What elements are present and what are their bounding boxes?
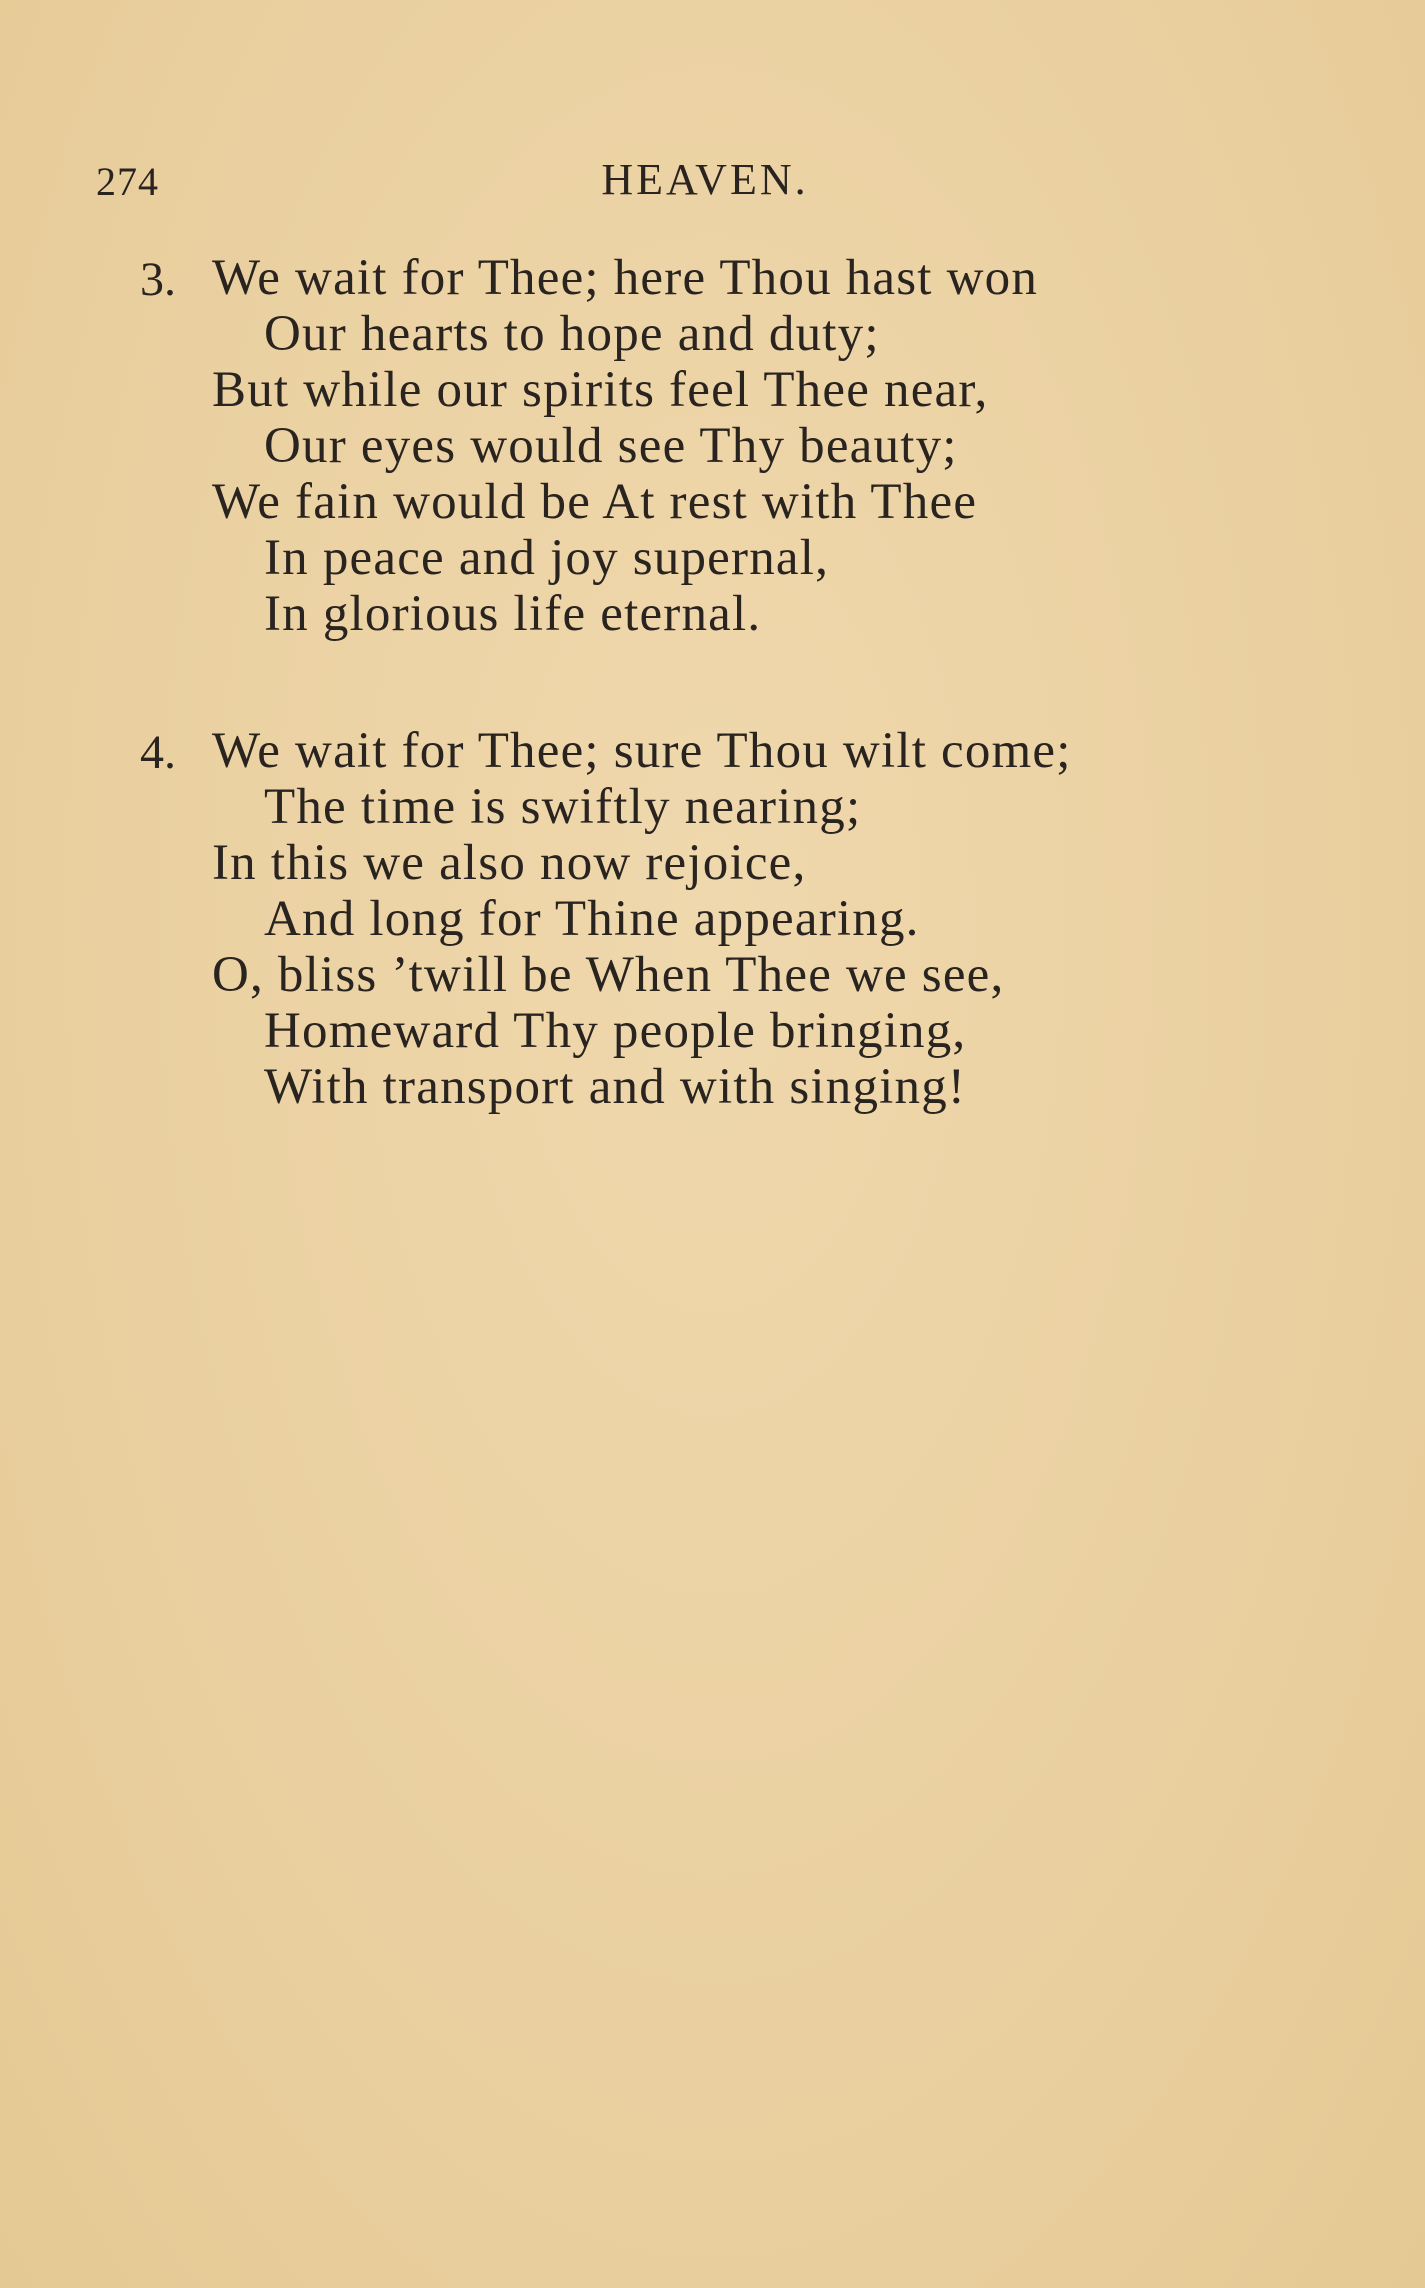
verse-line: Our eyes would see Thy beauty; <box>264 418 958 474</box>
verse-line: But while our spirits feel Thee near, <box>212 362 989 418</box>
stanza-lines <box>212 723 1072 1115</box>
verse-line: We wait for Thee; sure Thou wilt come; <box>212 723 1072 779</box>
page-number: 274 <box>96 159 159 204</box>
stanza-lines <box>212 250 1038 642</box>
verse-line: O, bliss ’twill be When Thee we see, <box>212 947 1005 1003</box>
verse-line: We wait for Thee; here Thou hast won <box>212 250 1039 306</box>
verse-line: The time is swiftly nearing; <box>264 779 862 835</box>
verse-line: Our hearts to hope and duty; <box>264 306 880 362</box>
verse-line: In this we also now rejoice, <box>212 835 807 891</box>
verse-line: With transport and with singing! <box>264 1059 967 1115</box>
stanza-number: 4. <box>140 726 176 779</box>
page-header <box>0 150 1425 210</box>
verse-line: In peace and joy supernal, <box>264 530 830 586</box>
verse-line: Homeward Thy people bringing, <box>264 1003 967 1059</box>
verse-line: And long for Thine appearing. <box>264 891 920 947</box>
running-head: HEAVEN. <box>601 155 809 204</box>
stanza-number: 3. <box>140 253 176 306</box>
verse-line: We fain would be At rest with Thee <box>212 474 978 530</box>
verse-line: In glorious life eternal. <box>264 586 762 642</box>
